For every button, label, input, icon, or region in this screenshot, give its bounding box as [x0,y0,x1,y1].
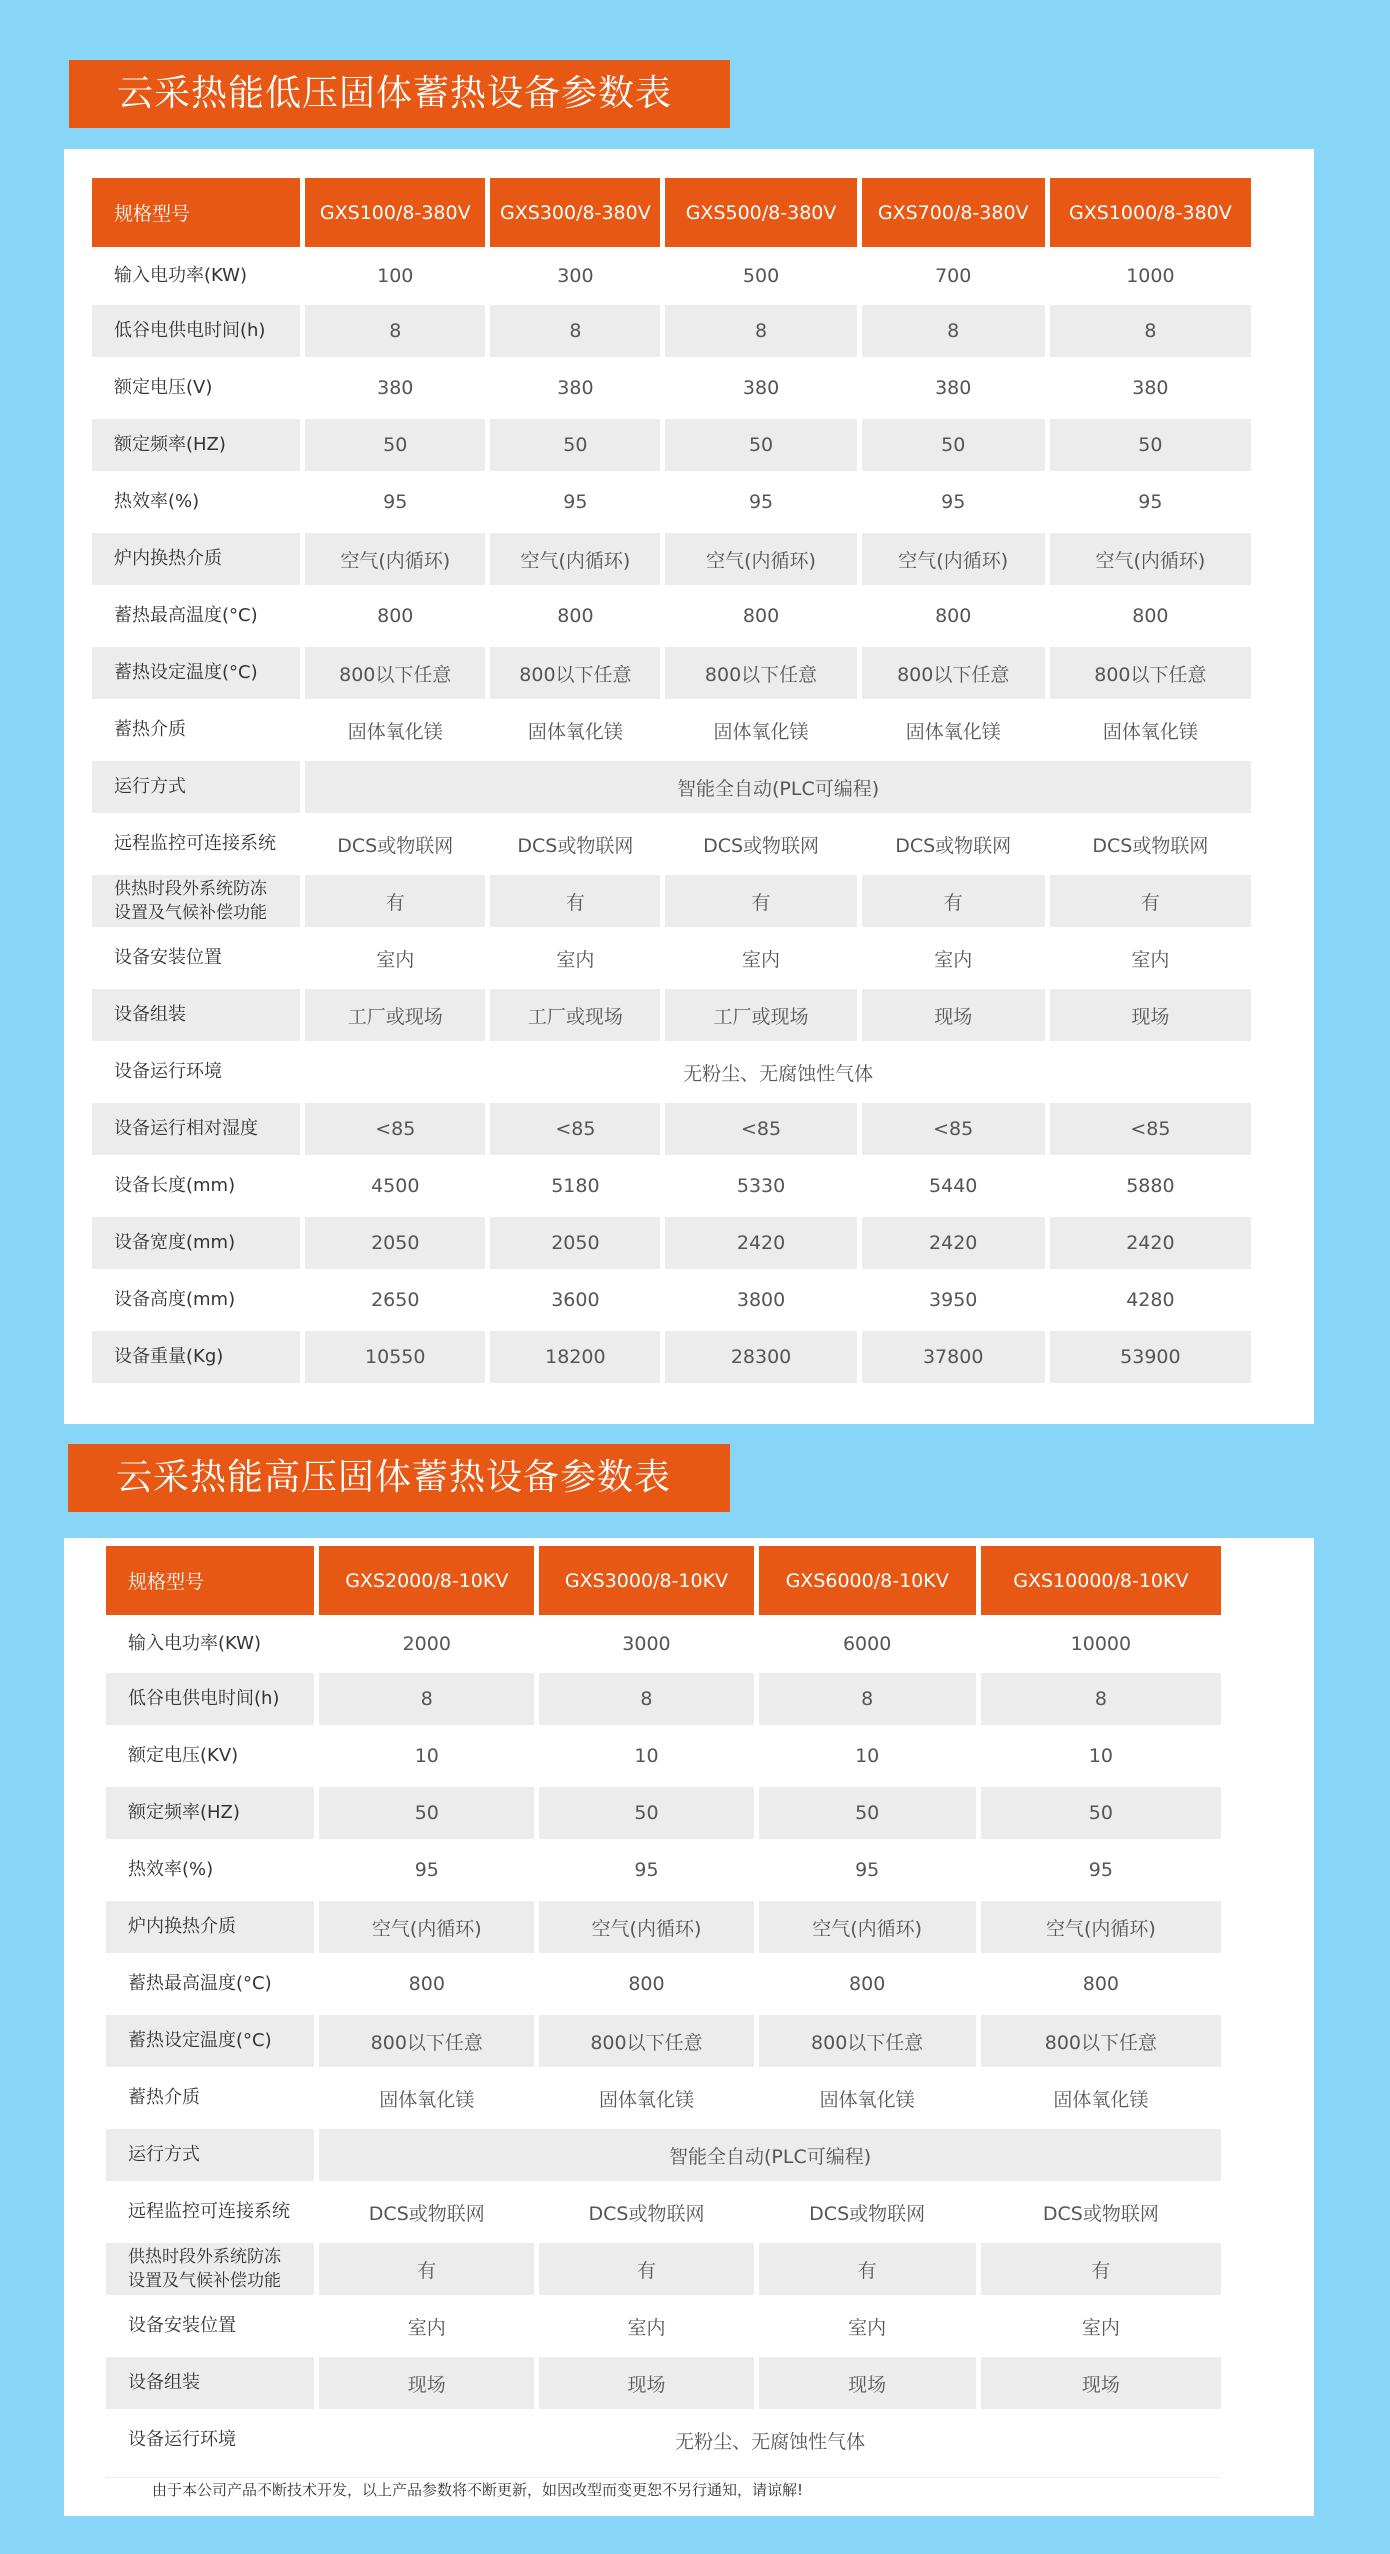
value-cell: 2000 [319,1615,534,1673]
row-label: 运行方式 [106,2129,314,2181]
value-cell: 380 [1050,357,1251,419]
footnote-divider [106,2477,1221,2478]
value-cell: 现场 [862,989,1045,1041]
table-row [106,1953,1221,2015]
value-cell: 固体氧化镁 [490,699,660,761]
value-cell: 95 [319,1839,534,1901]
row-label: 蓄热最高温度(°C) [92,585,300,647]
value-cell: 5330 [665,1155,856,1217]
value-cell: 50 [319,1787,534,1839]
row-label: 设备重量(Kg) [92,1331,300,1383]
value-cell: 380 [665,357,856,419]
value-cell: DCS或物联网 [305,813,485,875]
value-cell: 37800 [862,1331,1045,1383]
value-cell: 空气(内循环) [539,1901,753,1953]
row-label: 设备组装 [92,989,300,1041]
value-cell: 固体氧化镁 [539,2067,753,2129]
value-cell: 8 [759,1673,976,1725]
value-cell: 3800 [665,1269,856,1331]
value-cell: 工厂或现场 [305,989,485,1041]
value-cell: DCS或物联网 [539,2181,753,2243]
value-cell: 有 [490,875,660,927]
header-model: GXS3000/8-10KV [539,1546,753,1615]
row-label: 输入电功率(KW) [106,1615,314,1673]
row-label: 低谷电供电时间(h) [106,1673,314,1725]
value-cell: 固体氧化镁 [981,2067,1221,2129]
value-cell: 380 [490,357,660,419]
low-voltage-title [69,60,730,128]
table-row [106,1615,1221,1673]
value-cell: 现场 [1050,989,1251,1041]
table-row [106,2295,1221,2357]
value-cell: DCS或物联网 [319,2181,534,2243]
header-spec-label: 规格型号 [106,1546,314,1615]
value-cell: 50 [981,1787,1221,1839]
value-cell: 5180 [490,1155,660,1217]
table-row [92,1331,1251,1383]
table-row [106,1673,1221,1725]
value-cell: 18200 [490,1331,660,1383]
row-label: 设备安装位置 [106,2295,314,2357]
row-label: 设备运行环境 [106,2409,314,2471]
table-row [92,875,1251,927]
table-row [106,1839,1221,1901]
table-row [92,761,1251,813]
value-cell: 10 [539,1725,753,1787]
merged-cell: 智能全自动(PLC可编程) [305,761,1251,813]
value-cell: 固体氧化镁 [665,699,856,761]
value-cell: 室内 [490,927,660,989]
value-cell: 2050 [490,1217,660,1269]
value-cell: 380 [862,357,1045,419]
row-label: 炉内换热介质 [106,1901,314,1953]
value-cell: 95 [665,471,856,533]
table-row [92,1269,1251,1331]
low-voltage-spec-table [87,178,1256,1383]
row-label: 运行方式 [92,761,300,813]
row-label: 热效率(%) [92,471,300,533]
row-label: 设备安装位置 [92,927,300,989]
table-row [92,585,1251,647]
value-cell: 500 [665,247,856,305]
value-cell: 空气(内循环) [319,1901,534,1953]
value-cell: 800 [665,585,856,647]
table-row [106,2067,1221,2129]
value-cell: 800以下任意 [759,2015,976,2067]
value-cell: 现场 [319,2357,534,2409]
row-label: 低谷电供电时间(h) [92,305,300,357]
table-row [92,1217,1251,1269]
value-cell: 10 [759,1725,976,1787]
row-label: 设备运行环境 [92,1041,300,1103]
table-row [92,927,1251,989]
value-cell: 室内 [1050,927,1251,989]
table-row [106,2181,1221,2243]
table-row [92,1155,1251,1217]
value-cell: 有 [862,875,1045,927]
value-cell: 50 [1050,419,1251,471]
value-cell: 有 [539,2243,753,2295]
value-cell: 室内 [981,2295,1221,2357]
row-label: 炉内换热介质 [92,533,300,585]
value-cell: 固体氧化镁 [862,699,1045,761]
value-cell: 8 [319,1673,534,1725]
value-cell: 工厂或现场 [490,989,660,1041]
value-cell: DCS或物联网 [1050,813,1251,875]
table-row [92,357,1251,419]
header-model: GXS10000/8-10KV [981,1546,1221,1615]
value-cell: 800以下任意 [981,2015,1221,2067]
value-cell: 800以下任意 [862,647,1045,699]
value-cell: 2420 [1050,1217,1251,1269]
table-row [106,2015,1221,2067]
value-cell: 95 [305,471,485,533]
table-row [92,533,1251,585]
high-voltage-table-body [106,1615,1221,2471]
row-label: 热效率(%) [106,1839,314,1901]
value-cell: 95 [539,1839,753,1901]
table-row [92,1041,1251,1103]
table-row [106,2243,1221,2295]
value-cell: 5440 [862,1155,1045,1217]
value-cell: 800 [305,585,485,647]
value-cell: 空气(内循环) [1050,533,1251,585]
value-cell: 800以下任意 [490,647,660,699]
value-cell: 室内 [539,2295,753,2357]
value-cell: 空气(内循环) [665,533,856,585]
value-cell: 50 [305,419,485,471]
value-cell: DCS或物联网 [490,813,660,875]
row-label: 远程监控可连接系统 [106,2181,314,2243]
row-label: 蓄热介质 [106,2067,314,2129]
value-cell: 现场 [539,2357,753,2409]
high-voltage-title [68,1444,730,1512]
table-row [92,471,1251,533]
table-row [92,1103,1251,1155]
table-row [92,247,1251,305]
value-cell: 室内 [665,927,856,989]
value-cell: 有 [305,875,485,927]
merged-cell: 智能全自动(PLC可编程) [319,2129,1221,2181]
value-cell: 10 [981,1725,1221,1787]
value-cell: 800以下任意 [665,647,856,699]
row-label: 蓄热介质 [92,699,300,761]
value-cell: <85 [862,1103,1045,1155]
value-cell: 空气(内循环) [490,533,660,585]
value-cell: 50 [490,419,660,471]
value-cell: 3600 [490,1269,660,1331]
value-cell: 有 [665,875,856,927]
low-voltage-title-text: 云采热能低压固体蓄热设备参数表 [117,73,673,114]
row-label: 输入电功率(KW) [92,247,300,305]
value-cell: 1000 [1050,247,1251,305]
value-cell: 10 [319,1725,534,1787]
header-spec-label: 规格型号 [92,178,300,247]
value-cell: 固体氧化镁 [759,2067,976,2129]
value-cell: 3950 [862,1269,1045,1331]
value-cell: 800 [539,1953,753,2015]
row-label: 额定电压(V) [92,357,300,419]
value-cell: 28300 [665,1331,856,1383]
value-cell: 8 [490,305,660,357]
table-row [106,2129,1221,2181]
value-cell: 100 [305,247,485,305]
value-cell: 10000 [981,1615,1221,1673]
row-label: 蓄热最高温度(°C) [106,1953,314,2015]
header-model: GXS300/8-380V [490,178,660,247]
value-cell: <85 [665,1103,856,1155]
header-row [92,178,1251,247]
value-cell: 固体氧化镁 [305,699,485,761]
row-label: 额定电压(KV) [106,1725,314,1787]
value-cell: DCS或物联网 [665,813,856,875]
value-cell: 2420 [665,1217,856,1269]
header-model: GXS2000/8-10KV [319,1546,534,1615]
value-cell: <85 [305,1103,485,1155]
value-cell: 8 [305,305,485,357]
merged-cell: 无粉尘、无腐蚀性气体 [319,2409,1221,2471]
value-cell: 8 [862,305,1045,357]
value-cell: 800 [490,585,660,647]
value-cell: 50 [539,1787,753,1839]
value-cell: 8 [1050,305,1251,357]
value-cell: 8 [665,305,856,357]
header-model: GXS500/8-380V [665,178,856,247]
header-row [106,1546,1221,1615]
value-cell: 800 [319,1953,534,2015]
row-label: 设备长度(mm) [92,1155,300,1217]
value-cell: 空气(内循环) [759,1901,976,1953]
table-row [106,1725,1221,1787]
value-cell: 固体氧化镁 [319,2067,534,2129]
value-cell: 空气(内循环) [305,533,485,585]
table-row [106,1901,1221,1953]
row-label: 额定频率(HZ) [92,419,300,471]
value-cell: 10550 [305,1331,485,1383]
value-cell: 95 [981,1839,1221,1901]
row-label: 供热时段外系统防冻设置及气候补偿功能 [106,2243,314,2295]
value-cell: 4500 [305,1155,485,1217]
value-cell: <85 [1050,1103,1251,1155]
value-cell: 有 [319,2243,534,2295]
row-label: 设备宽度(mm) [92,1217,300,1269]
value-cell: 50 [759,1787,976,1839]
row-label: 设备运行相对湿度 [92,1103,300,1155]
table-row [92,813,1251,875]
table-row [106,1787,1221,1839]
value-cell: 95 [759,1839,976,1901]
value-cell: 室内 [305,927,485,989]
value-cell: 380 [305,357,485,419]
table-row [92,989,1251,1041]
value-cell: 300 [490,247,660,305]
header-model: GXS6000/8-10KV [759,1546,976,1615]
row-label: 设备高度(mm) [92,1269,300,1331]
value-cell: 室内 [319,2295,534,2357]
value-cell: 53900 [1050,1331,1251,1383]
table-row [92,305,1251,357]
value-cell: 固体氧化镁 [1050,699,1251,761]
value-cell: 95 [1050,471,1251,533]
value-cell: 现场 [759,2357,976,2409]
value-cell: 3000 [539,1615,753,1673]
value-cell: DCS或物联网 [759,2181,976,2243]
low-voltage-table-body [92,247,1251,1383]
value-cell: 有 [1050,875,1251,927]
value-cell: 2420 [862,1217,1045,1269]
value-cell: 有 [981,2243,1221,2295]
table-row [106,2357,1221,2409]
table-row [106,2409,1221,2471]
value-cell: 8 [981,1673,1221,1725]
value-cell: 800 [981,1953,1221,2015]
value-cell: 室内 [862,927,1045,989]
row-label: 蓄热设定温度(°C) [92,647,300,699]
value-cell: 700 [862,247,1045,305]
high-voltage-title-text: 云采热能高压固体蓄热设备参数表 [116,1457,672,1498]
header-model: GXS1000/8-380V [1050,178,1251,247]
row-label: 额定频率(HZ) [106,1787,314,1839]
table-row [92,419,1251,471]
value-cell: 4280 [1050,1269,1251,1331]
row-label: 设备组装 [106,2357,314,2409]
value-cell: 2050 [305,1217,485,1269]
value-cell: 工厂或现场 [665,989,856,1041]
value-cell: DCS或物联网 [981,2181,1221,2243]
value-cell: 50 [862,419,1045,471]
value-cell: <85 [490,1103,660,1155]
row-label: 供热时段外系统防冻设置及气候补偿功能 [92,875,300,927]
value-cell: 现场 [981,2357,1221,2409]
header-model: GXS700/8-380V [862,178,1045,247]
value-cell: 800 [862,585,1045,647]
table-row [92,647,1251,699]
value-cell: 6000 [759,1615,976,1673]
table-row [92,699,1251,761]
merged-cell: 无粉尘、无腐蚀性气体 [305,1041,1251,1103]
value-cell: 800 [759,1953,976,2015]
value-cell: 95 [490,471,660,533]
disclaimer-footnote: 由于本公司产品不断技术开发，以上产品参数将不断更新，如因改型而变更恕不另行通知，请谅解! [152,2481,804,2499]
value-cell: 有 [759,2243,976,2295]
value-cell: 5880 [1050,1155,1251,1217]
value-cell: 50 [665,419,856,471]
row-label: 蓄热设定温度(°C) [106,2015,314,2067]
value-cell: 800以下任意 [305,647,485,699]
value-cell: 8 [539,1673,753,1725]
value-cell: 800以下任意 [319,2015,534,2067]
value-cell: 室内 [759,2295,976,2357]
row-label: 远程监控可连接系统 [92,813,300,875]
value-cell: 空气(内循环) [981,1901,1221,1953]
value-cell: 95 [862,471,1045,533]
value-cell: 800以下任意 [539,2015,753,2067]
value-cell: 2650 [305,1269,485,1331]
high-voltage-spec-table [101,1546,1226,2471]
value-cell: 空气(内循环) [862,533,1045,585]
header-model: GXS100/8-380V [305,178,485,247]
value-cell: 800以下任意 [1050,647,1251,699]
value-cell: 800 [1050,585,1251,647]
value-cell: DCS或物联网 [862,813,1045,875]
